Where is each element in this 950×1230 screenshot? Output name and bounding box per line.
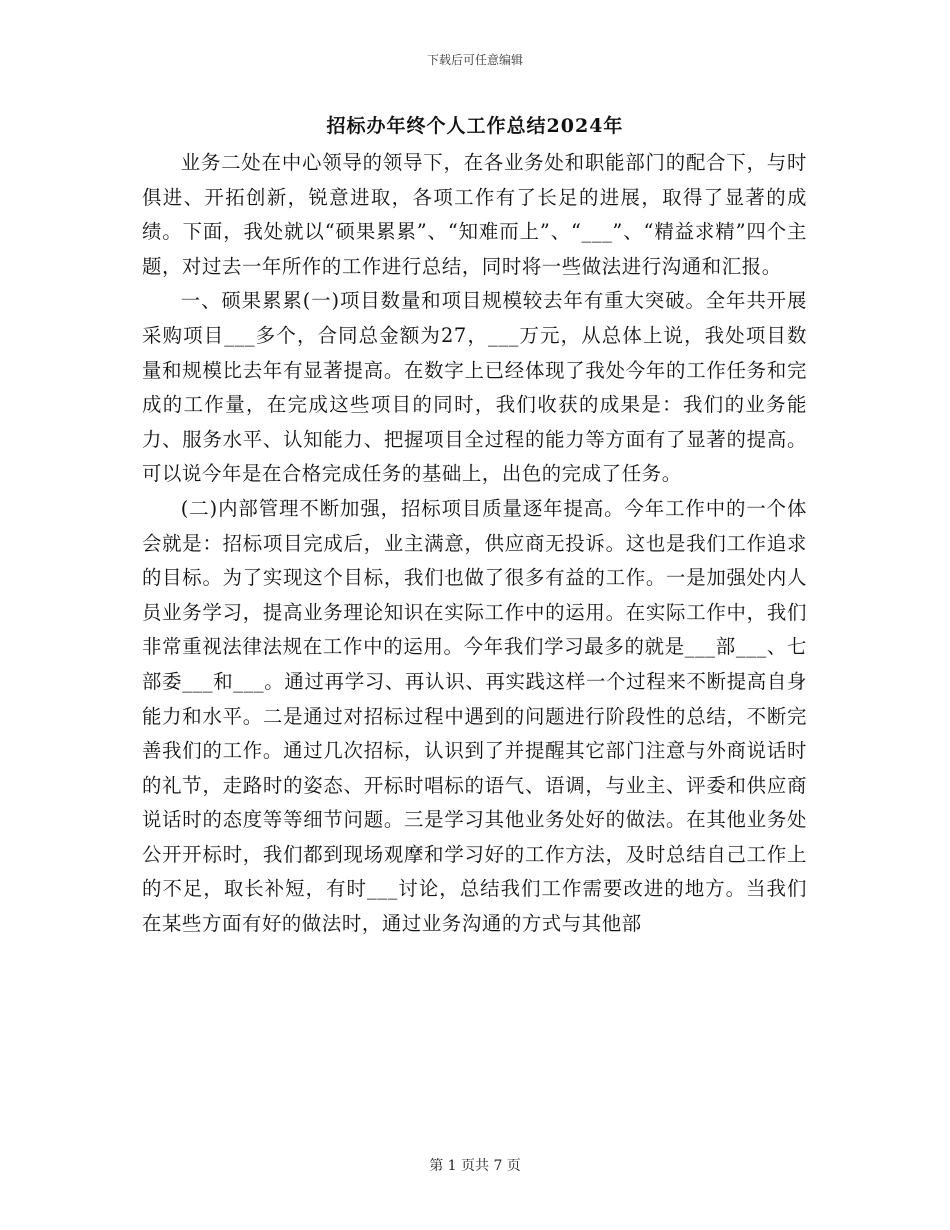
page-number: 第 1 页共 7 页 [429, 1158, 521, 1174]
paragraph-section-two: (二)内部管理不断加强，招标项目质量逐年提高。今年工作中的一个体会就是：招标项目完成后，业主满意，供应商无投诉。这也是我们工作追求的目标。为了实现这个目标，我们也做了很多有益的工作。一是加强处内人员业务学习，提高业务理论知识在实际工作中的运用。在实际工作中，我们非常重视法律法规在工作中的运用。今年我们学习最多的就是___部___、七部委___和___。通过再学习、再认识、再实践这样一个过程来不断提高自身能力和水平。二是通过对招标过程中遇到的问题进行阶段性的总结，不断完善我们的工作。通过几次招标，认识到了并提醒其它部门注意与外商说话时的礼节，走路时的姿态、开标时唱标的语气、语调，与业主、评委和供应商说话时的态度等等细节问题。三是学习其他业务处好的做法。在其他业务处公开开标时，我们都到现场观摩和学习好的工作方法，及时总结自己工作上的不足，取长补短，有时___讨论，总结我们工作需要改进的地方。当我们在某些方面有好的做法时，通过业务沟通的方式与其他部 [142, 496, 807, 936]
paragraph-intro: 业务二处在中心领导的领导下，在各业务处和职能部门的配合下，与时俱进、开拓创新，锐意进取，各项工作有了长足的进展，取得了显著的成绩。下面，我处就以“硕果累累”、“知难而上”、“___”、“精益求精”四个主题，对过去一年所作的工作进行总结，同时将一些做法进行沟通和汇报。 [142, 151, 807, 278]
document-title: 招标办年终个人工作总结2024年 [326, 115, 624, 137]
document-body [142, 146, 807, 942]
paragraph-section-one: 一、硕果累累(一)项目数量和项目规模较去年有重大突破。全年共开展采购项目___多个，合同总金额为27，___万元，从总体上说，我处项目数量和规模比去年有显著提高。在数字上已经体现了我处今年的工作任务和完成的工作量，在完成这些项目的同时，我们收获的成果是：我们的业务能力、服务水平、认知能力、把握项目全过程的能力等方面有了显著的提高。可以说今年是在合格完成任务的基础上，出色的完成了任务。 [142, 289, 807, 486]
page-header-note: 下载后可任意编辑 [426, 53, 523, 67]
